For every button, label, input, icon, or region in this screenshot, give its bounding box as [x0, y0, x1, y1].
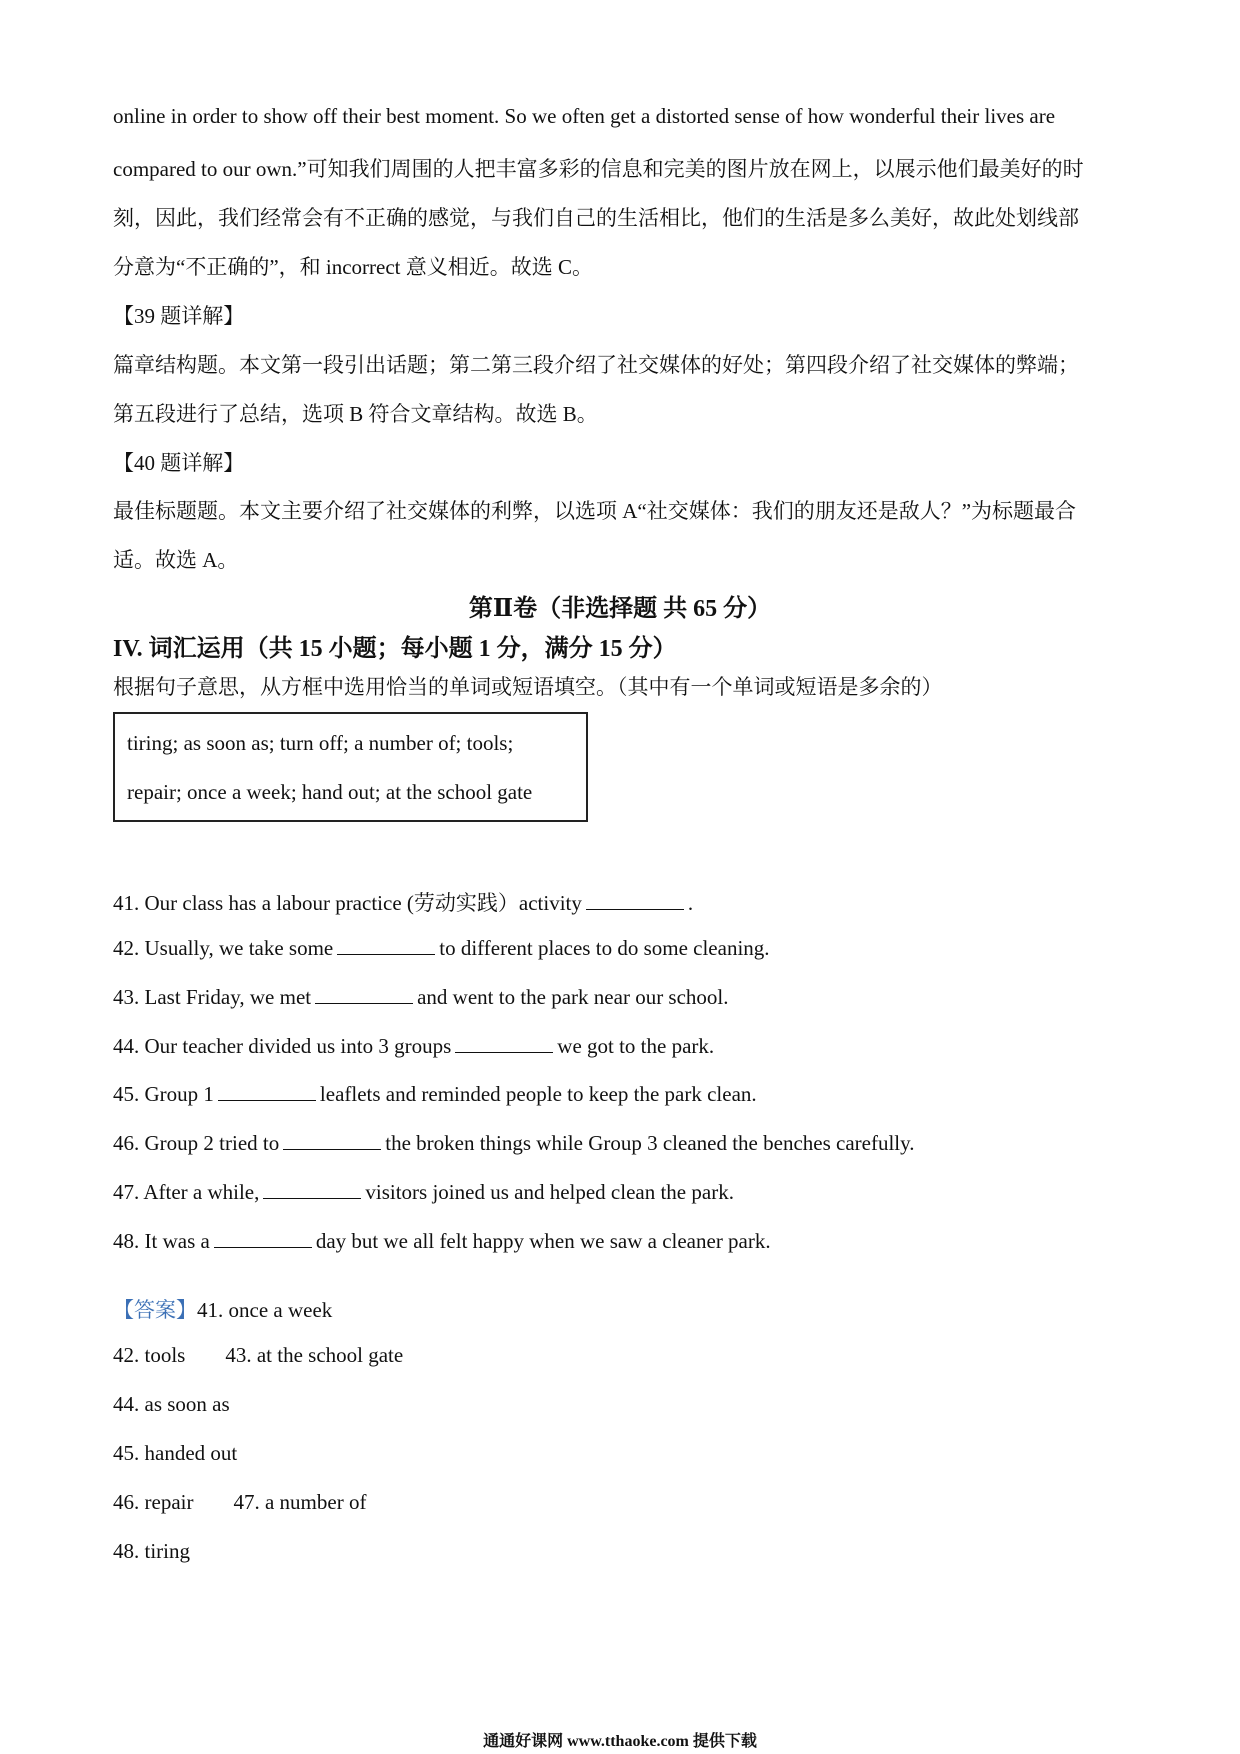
passage-line: 刻，因此，我们经常会有不正确的感觉，与我们自己的生活相比，他们的生活是多么美好，故此处划线部: [113, 206, 1079, 230]
page-footer: 通通好课网 www.tthaoke.com 提供下载: [483, 1733, 757, 1750]
instruction-text: 根据句子意思，从方框中选用恰当的单词或短语填空。（其中有一个单词或短语是多余的）: [113, 675, 943, 699]
question-text: and went to the park near our school.: [417, 985, 729, 1009]
question-48: [113, 1229, 771, 1254]
question-text: .: [687, 891, 694, 915]
question-text: we got to the park.: [557, 1034, 715, 1058]
word-box-line: tiring; as soon as; turn off; a number of; tools;: [127, 731, 514, 755]
answer-47: 47. a number of: [233, 1490, 367, 1514]
answer-line: [113, 1343, 403, 1368]
passage-line: 适。故选 A。: [113, 548, 239, 572]
answer-41: 41. once a week: [197, 1298, 333, 1322]
passage-line: compared to our own.”可知我们周围的人把丰富多彩的信息和完美的图片放在网上，以展示他们最美好的时: [113, 157, 1084, 181]
question-47: [113, 1180, 734, 1205]
question-46: [113, 1131, 915, 1156]
question-text: 42. Usually, we take some: [113, 936, 334, 960]
question-text: 43. Last Friday, we met: [113, 985, 312, 1009]
question-text: 44. Our teacher divided us into 3 groups: [113, 1034, 452, 1058]
answer-line: [113, 1392, 230, 1417]
question-44: [113, 1034, 714, 1059]
answer-45: 45. handed out: [113, 1441, 238, 1465]
question-text: visitors joined us and helped clean the park.: [365, 1180, 734, 1204]
question-41: [113, 887, 693, 917]
section-heading: IV. 词汇运用（共 15 小题；每小题 1 分，满分 15 分）: [113, 636, 677, 662]
passage-line: 第五段进行了总结，选项 B 符合文章结构。故选 B。: [113, 402, 598, 426]
answer-blank: [337, 936, 435, 955]
answer-42: 42. tools: [113, 1343, 186, 1367]
answer-line: [113, 1441, 237, 1466]
answer-line: [113, 1539, 190, 1564]
answer-blank: [283, 1131, 381, 1150]
answer-blank: [263, 1180, 361, 1199]
word-box-line: repair; once a week; hand out; at the school gate: [127, 780, 533, 804]
question-text: the broken things while Group 3 cleaned the benches carefully.: [385, 1131, 915, 1155]
question-text: 46. Group 2 tried to: [113, 1131, 280, 1155]
answer-blank: [214, 1229, 312, 1248]
question-text: to different places to do some cleaning.: [439, 936, 770, 960]
question-text: 41. Our class has a labour practice (劳动实践）activity: [113, 891, 582, 915]
question-text: 45. Group 1: [113, 1082, 214, 1106]
question-text: leaflets and reminded people to keep the park clean.: [319, 1082, 757, 1106]
answer-line: [113, 1294, 332, 1324]
question-text: 47. After a while,: [113, 1180, 260, 1204]
passage-line: 最佳标题题。本文主要介绍了社交媒体的利弊，以选项 A“社交媒体：我们的朋友还是敌人？”为标题最合: [113, 499, 1077, 523]
answer-46: 46. repair: [113, 1490, 194, 1514]
part-title: 第Ⅱ卷（非选择题 共 65 分）: [468, 596, 772, 622]
question-45: [113, 1082, 757, 1107]
answer-44: 44. as soon as: [113, 1392, 230, 1416]
question-text: 48. It was a: [113, 1229, 210, 1253]
answer-tag: 【答案】: [113, 1298, 197, 1322]
answer-blank: [218, 1082, 316, 1101]
passage-line: online in order to show off their best moment. So we often get a distorted sense of how wonderful their lives are: [113, 104, 1056, 128]
answer-48: 48. tiring: [113, 1539, 190, 1563]
answer-blank: [455, 1034, 553, 1053]
answer-blank: [586, 891, 684, 910]
answer-43: 43. at the school gate: [225, 1343, 404, 1367]
passage-line: 篇章结构题。本文第一段引出话题；第二第三段介绍了社交媒体的好处；第四段介绍了社交媒体的弊端；: [113, 353, 1079, 377]
question-39-heading: 【39 题详解】: [113, 304, 245, 328]
answer-line: [113, 1490, 366, 1515]
question-42: [113, 936, 770, 961]
answer-blank: [315, 985, 413, 1004]
question-43: [113, 985, 729, 1010]
word-box: [113, 712, 588, 822]
passage-line: 分意为“不正确的”，和 incorrect 意义相近。故选 C。: [113, 255, 594, 279]
question-text: day but we all felt happy when we saw a cleaner park.: [315, 1229, 771, 1253]
question-40-heading: 【40 题详解】: [113, 451, 245, 475]
